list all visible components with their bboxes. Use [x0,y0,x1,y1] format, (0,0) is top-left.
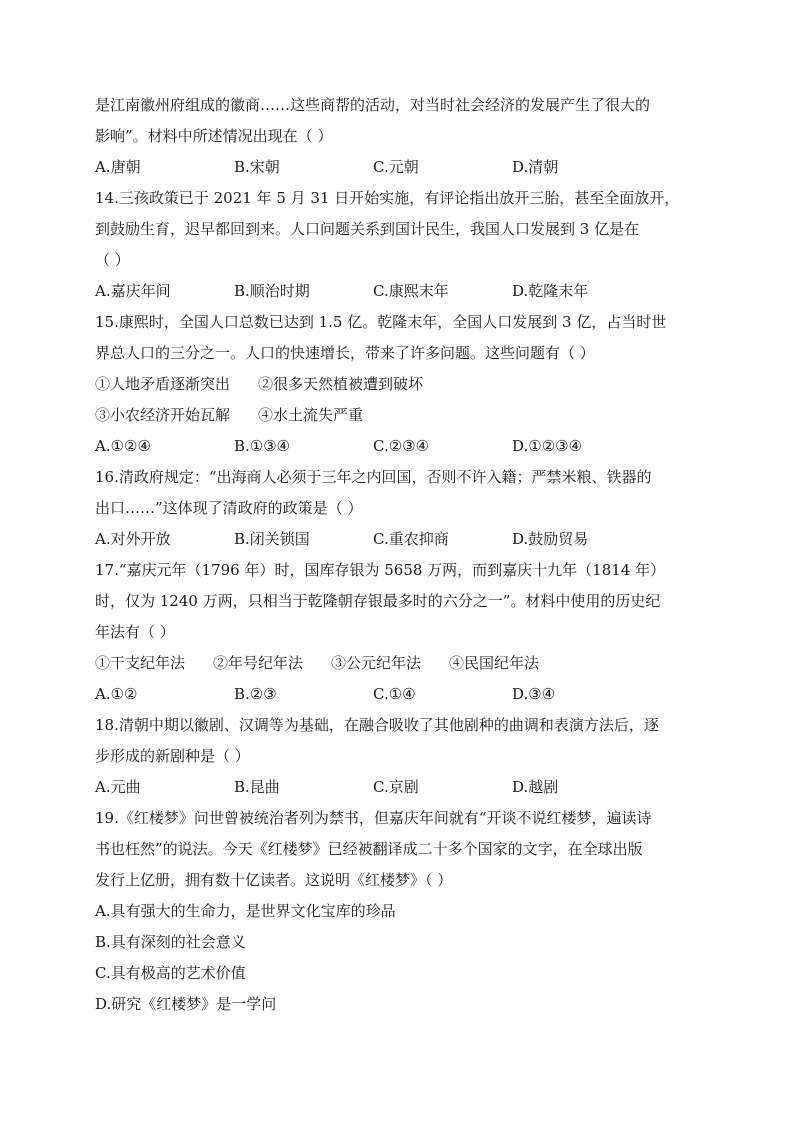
option-a[interactable]: A.嘉庆年间 [95,282,171,300]
option-d[interactable]: D.越剧 [512,778,559,796]
statement-item: ②年号纪年法 [213,654,304,672]
option-c[interactable]: C.重农抑商 [373,530,449,548]
option-d[interactable]: D.研究《红楼梦》是一学问 [95,995,277,1013]
option-c[interactable]: C.①④ [373,685,416,703]
statement-row [95,400,705,431]
question-text-line: 书也枉然”的说法。今天《红楼梦》已经被翻译成二十多个国家的文字，在全球出版 [95,840,643,858]
option-d[interactable]: D.清朝 [512,158,559,176]
question-text-line: 年法有（ ） [95,623,175,641]
option-a[interactable]: A.元曲 [95,778,141,796]
statement-item: ③公元纪年法 [331,654,422,672]
option-c[interactable]: C.康熙末年 [373,282,449,300]
option-c[interactable]: C.京剧 [373,778,419,796]
option-b[interactable]: B.①③④ [234,437,291,455]
option-b[interactable]: B.②③ [234,685,277,703]
answer-options [95,524,705,555]
option-b[interactable]: B.宋朝 [234,158,280,176]
question-text-line: （ ） [95,251,130,269]
option-d[interactable]: D.③④ [512,685,556,703]
question-text-line: 18.清朝中期以徽剧、汉调等为基础，在融合吸收了其他剧种的曲调和表演方法后，逐 [95,716,659,734]
question-16 [95,462,705,555]
statement-item: ④水土流失严重 [258,406,364,424]
statement-item: ①干支纪年法 [95,654,186,672]
question-text-line: 步形成的新剧种是（ ） [95,747,250,765]
option-d[interactable]: D.①②③④ [512,437,583,455]
question-text-line: 是江南徽州府组成的徽商……这些商帮的活动，对当时社会经济的发展产生了很大的 [95,96,651,114]
option-b[interactable]: B.顺治时期 [234,282,310,300]
option-b[interactable]: B.闭关锁国 [234,530,310,548]
question-text-line: 16.清政府规定：“出海商人必须于三年之内回国，否则不许入籍；严禁米粮、铁器的 [95,468,652,486]
question-18 [95,710,705,803]
option-a[interactable]: A.①②④ [95,437,151,455]
option-c[interactable]: C.②③④ [373,437,430,455]
question-13 [95,90,705,183]
question-14 [95,183,705,307]
statement-item: ④民国纪年法 [449,654,540,672]
answer-options [95,772,705,803]
question-text-line: 发行上亿册，拥有数十亿读者。这说明《红楼梦》（ ） [95,871,453,889]
question-text-line: 到鼓励生育，迟早都回到来。人口问题关系到国计民生，我国人口发展到 3 亿是在 [95,220,640,238]
question-15 [95,307,705,462]
question-text-line: 17.“嘉庆元年（1796 年）时，国库存银为 5658 万两，而到嘉庆十九年（1814 年） [95,561,666,579]
question-text-line: 19.《红楼梦》问世曾被统治者列为禁书，但嘉庆年间就有“开谈不说红楼梦，遍读诗 [95,809,652,827]
question-text-line: 时，仅为 1240 万两，只相当于乾隆朝存银最多时的六分之一”。材料中使用的历史纪 [95,592,661,610]
answer-options [95,431,705,462]
exam-page [95,90,705,1020]
statement-item: ③小农经济开始瓦解 [95,406,231,424]
option-a[interactable]: A.具有强大的生命力，是世界文化宝库的珍品 [95,902,396,920]
option-b[interactable]: B.昆曲 [234,778,280,796]
answer-options [95,152,705,183]
question-19 [95,803,705,1020]
statement-item: ②很多天然植被遭到破坏 [258,375,424,393]
question-text-line: 影响”。材料中所述情况出现在（ ） [95,127,333,145]
option-c[interactable]: C.元朝 [373,158,419,176]
question-text-line: 出口……”这体现了清政府的政策是（ ） [95,499,363,517]
option-c[interactable]: C.具有极高的艺术价值 [95,964,246,982]
question-text-line: 界总人口的三分之一。人口的快速增长，带来了许多问题。这些问题有（ ） [95,344,595,362]
option-a[interactable]: A.唐朝 [95,158,141,176]
question-17 [95,555,705,710]
option-a[interactable]: A.①② [95,685,138,703]
statement-row [95,648,705,679]
question-text-line: 15.康熙时，全国人口总数已达到 1.5 亿。乾隆末年，全国人口发展到 3 亿，占当时世 [95,313,667,331]
option-d[interactable]: D.鼓励贸易 [512,530,589,548]
answer-options [95,679,705,710]
answer-options [95,276,705,307]
option-a[interactable]: A.对外开放 [95,530,171,548]
statement-row [95,369,705,400]
option-d[interactable]: D.乾隆末年 [512,282,589,300]
statement-item: ①人地矛盾逐渐突出 [95,375,231,393]
question-text-line: 14.三孩政策已于 2021 年 5 月 31 日开始实施，有评论指出放开三胎，甚至全面放开， [95,189,680,207]
option-b[interactable]: B.具有深刻的社会意义 [95,933,246,951]
